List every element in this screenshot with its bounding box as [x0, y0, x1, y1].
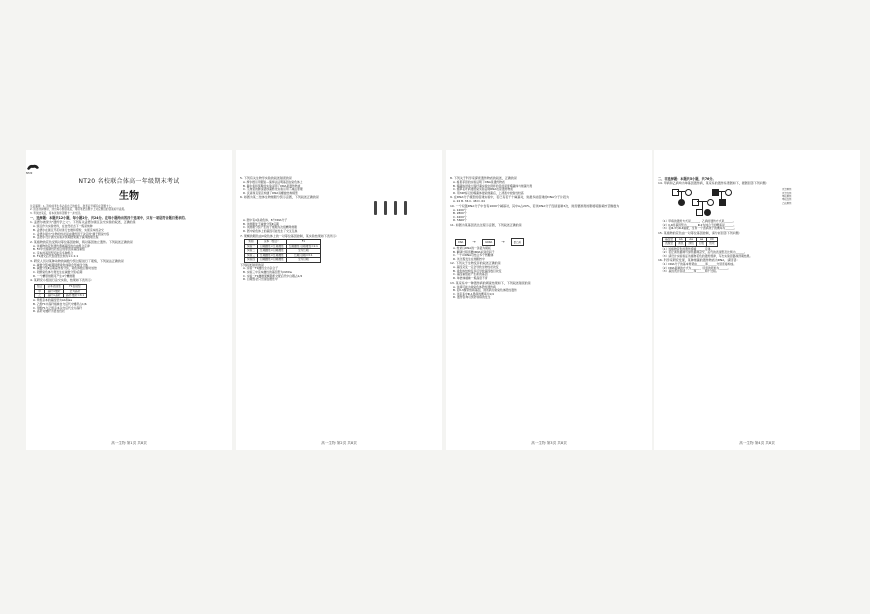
- chromosome-shape: [374, 201, 377, 215]
- subject-title: 生物: [119, 191, 139, 202]
- pedigree-line: [721, 191, 722, 199]
- question-stem: 2. 某植物的花色受两对等位基因控制，两对基因独立遗传。下列叙述正确的是: [30, 239, 133, 244]
- question-option: B. F2中出现新性状组合的原因是基因重组: [33, 247, 85, 252]
- table-cell: 表现型: [663, 242, 676, 246]
- table-header-cell: 亲本（组合）: [258, 240, 287, 244]
- question-option: B. 翻译过程需要tRNA识别密码子: [453, 249, 495, 254]
- question-block: [30, 260, 228, 278]
- question-stem: 16. 科学家研究发现，某种细菌的遗传物质为DNA，请回答：: [658, 258, 740, 263]
- pedigree-legend: [782, 188, 792, 205]
- table-header-cell: AA: [676, 237, 686, 241]
- question-option: B. 赫尔希和蔡斯的实验证明了DNA是遗传物质: [243, 183, 301, 188]
- question-option: B. 噬菌体侵染大肠杆菌实验中搅拌的目的是使噬菌体与细菌分离: [453, 183, 533, 188]
- table-cell: 乙: [35, 293, 45, 297]
- question-option: D. 图中染色体上的基因可能发生了交叉互换: [243, 228, 298, 233]
- question-block: [240, 177, 438, 195]
- question-stem: 9. 在DNA分子模型的搭建实验中，若已有若干个碱基对，则最多能搭建的DNA分子片段为: [450, 195, 570, 200]
- question-option: （2）Ⅱ-4的基因型为______，Ⅲ-2为纯合子的概率是______。: [661, 222, 736, 227]
- table-header-cell: 组合: [35, 285, 45, 289]
- question-option: A. 摩尔根运用假说—演绎法证明基因在染色体上: [243, 179, 303, 184]
- exam-page-1: [26, 150, 232, 450]
- data-table: [34, 284, 87, 298]
- question-option: C. 烟草花叶病毒感染实验证明RNA也是遗传物质: [453, 187, 514, 192]
- table-cell: 白眼雌性×白眼雄性: [258, 258, 287, 262]
- table-header-cell: aa: [696, 237, 706, 241]
- question-option: C. 该家系中Ⅲ-1患病的概率为1/4: [453, 291, 494, 296]
- question-block: [450, 177, 648, 195]
- legend-item: 甲病男性: [782, 194, 792, 198]
- question-option: D. 一个精原细胞可产生4个精细胞: [33, 273, 76, 278]
- question-stem: 7. 果蝇的眼色由X染色体上的一对等位基因控制，某实验结果如下表所示：: [240, 233, 339, 238]
- question-option: B. 减数分裂Ⅱ后期着丝粒分裂，染色体数目暂时加倍: [33, 266, 97, 271]
- exam-notes: [30, 205, 228, 215]
- table-cell: 实验三: [245, 253, 258, 257]
- question-option: D. 遗传咨询可预防该病的发生: [453, 295, 491, 300]
- question-option: C. 基因重组能产生新的基因: [453, 272, 488, 277]
- question-stem: 15. 某植物的花色由一对等位基因控制，请分析回答下列问题：: [658, 230, 742, 235]
- question-option: （3）请设计实验验证该植物花色的遗传规律，写出实验思路和预期结果。: [661, 253, 753, 258]
- question-option: （3）若Ⅲ-3与Ⅲ-4婚配，生育一个患病孩子的概率为______。: [661, 226, 737, 231]
- question-text: 下列叙述错误的是: [240, 262, 265, 267]
- figure-box: mRNA: [482, 239, 495, 246]
- question-option: C. 同源染色体分离发生在减数分裂Ⅰ后期: [33, 270, 83, 275]
- question-option: B. 实验三中亲本雌性的基因型为XWXw: [243, 270, 292, 274]
- question-block: [30, 221, 228, 239]
- question-block: [30, 241, 228, 259]
- question-block: [450, 262, 648, 280]
- question-stem: 1. 孟德尔被誉为"遗传学之父"。下列有关孟德尔豌豆杂交实验的叙述，正确的是: [30, 220, 136, 225]
- question-option: C. 该细胞分裂产生的子细胞为次级精母细胞: [243, 225, 298, 230]
- arrow-right-icon: →: [501, 238, 505, 244]
- question-option: D. 5600个: [453, 218, 467, 223]
- table-header-cell: Aa: [686, 237, 696, 241]
- pedigree-chart: [662, 188, 852, 218]
- table-header-cell: XX: [707, 237, 717, 241]
- table-header-cell: 实验: [245, 240, 258, 244]
- question-option: A. 转录以DNA的一条链为模板: [453, 245, 491, 250]
- question-option: A. 该植物的花色遗传遵循基因的自由组合定律: [33, 243, 90, 248]
- gene-expression-figure: [450, 228, 648, 247]
- question-option: A. 实验一F1雌性全为杂合子: [243, 266, 278, 271]
- pedigree-affected-female: [678, 199, 685, 206]
- question-option: B. 染色体结构变异可导致基因数目改变: [453, 268, 502, 273]
- table-cell: 黄色: [676, 242, 686, 246]
- figure-box: 蛋白质: [511, 238, 524, 246]
- data-table: [662, 237, 718, 247]
- question-option: A. 24 B. 36 C. 48 D. 64: [453, 199, 485, 204]
- question-stem: 4. 某研究小组进行杂交实验，结果如下表所示：: [30, 278, 94, 283]
- question-option: D. 该过程发生在细胞核中: [453, 256, 485, 261]
- table-cell: 甲: [35, 289, 45, 293]
- table-cell: 红眼:白眼=3:1: [286, 253, 320, 257]
- question-option: （3）基因表达包括______和______两个过程。: [661, 269, 719, 274]
- question-option: C. 甲组F1与乙组亲本杂交后代全为高秆: [33, 305, 83, 310]
- exam-page-4: [654, 150, 860, 450]
- table-row: [245, 258, 321, 262]
- question-stem: 6. 如图为某二倍体生物细胞分裂示意图，下列叙述正确的是: [240, 195, 319, 200]
- question-stem: 5. 下列有关生物学实验的叙述错误的是: [240, 176, 292, 180]
- question-option: （1）DNA分子的基本骨架由______和______交替连接构成。: [661, 262, 737, 267]
- note-line: 2. 回答选择题时，选出每小题答案后，用铅笔把答题卡上对应题目的答案标号涂黑。: [30, 208, 127, 212]
- chromosome-shape: [404, 201, 407, 215]
- page-footer: 高一生物 第1页 共8页: [111, 441, 147, 445]
- question-stem: 12. 下列关于生物变异的叙述正确的是: [450, 261, 501, 266]
- table-cell: 全为红眼: [286, 249, 320, 253]
- chromosome-shape: [394, 201, 397, 215]
- question-stem: 13. 某家系中一种遗传病的调查结果如下，下列叙述错误的是: [450, 280, 531, 285]
- pedigree-female: [725, 189, 732, 196]
- question-option: C. 亲本的基因型可能有多种组合: [33, 250, 74, 255]
- legend-item: 甲病女性: [782, 198, 792, 202]
- page-footer: 高一生物 第3页 共8页: [531, 441, 567, 445]
- question-option: B. 2800个: [453, 211, 467, 216]
- table-cell: 红眼雌性×白眼雄性: [258, 249, 287, 253]
- question-block: [450, 282, 648, 300]
- table-cell: 实验一: [245, 244, 258, 248]
- figure-box: DNA: [455, 239, 466, 246]
- legend-item: 乙病男性: [782, 201, 792, 205]
- table-row: [35, 293, 87, 297]
- question-option: A. 甲组亲本的基因型为AA和aa: [33, 298, 72, 303]
- question-option: D. 孟德尔设计测交实验并预期结果属于演绎推理过程: [33, 235, 99, 240]
- table-cell: 致死: [707, 242, 717, 246]
- question-option: A. 1400个: [453, 207, 467, 212]
- table-cell: 高秆×高秆: [45, 293, 63, 297]
- question-option: A. 基因突变一定会导致生物性状改变: [453, 265, 499, 270]
- table-cell: 红眼雌性:白眼雄性=1:1: [286, 244, 320, 248]
- pedigree-line: [702, 201, 703, 209]
- question-option: D. 白眼性状只出现在雄性中: [243, 277, 278, 282]
- question-option: B. 该细胞处于减数分裂Ⅱ后期: [243, 221, 279, 226]
- question-option: D. F1测交后代表现型比例为1:1:1:1: [33, 254, 79, 259]
- table-cell: 全为白眼: [286, 258, 320, 262]
- question-block: [450, 224, 648, 261]
- pedigree-male: [696, 209, 703, 216]
- section-heading: 二、非选择题：本题共5小题，共76分。: [658, 177, 716, 181]
- page-footer: 高一生物 第2页 共8页: [321, 441, 357, 445]
- page-footer: 高一生物 第4页 共8页: [739, 441, 775, 445]
- question-option: D. 高秆对矮秆为显性性状: [33, 309, 65, 314]
- table-cell: 高秆×矮秆: [45, 289, 63, 293]
- arrow-right-icon: →: [472, 238, 476, 244]
- question-stem: 14. 甲病和乙病均为单基因遗传病，某家系的遗传系谱图如下，据图回答下列问题：: [658, 181, 769, 186]
- pedigree-female: [707, 199, 714, 206]
- question-option: C. 4200个: [453, 214, 467, 219]
- question-option: （1）甲病的遗传方式是______，乙病的遗传方式是______。: [661, 219, 736, 224]
- question-stem: 11. 如图为某基因表达过程示意图，下列叙述正确的是: [450, 223, 522, 228]
- chromosome-figure: [240, 200, 438, 219]
- question-option: C. 实验二F1雌雄果蝇随机交配后代中白眼占1/4: [243, 273, 303, 278]
- question-block: [450, 205, 648, 223]
- data-table: [244, 239, 321, 262]
- question-option: C. 一个mRNA可结合多个核糖体: [453, 253, 494, 258]
- question-option: （2）若让黄色植株与绿色植株杂交，后代的表现型及比例为______。: [661, 250, 747, 255]
- table-header-cell: 亲本表现型: [45, 285, 63, 289]
- legend-item: 正常女性: [782, 191, 792, 195]
- question-option: D. 用32P标记的噬菌体侵染细菌后，上清液中放射性较高: [453, 190, 524, 195]
- question-option: B. 若Ⅱ-3携带致病基因，则该病为常染色体隐性遗传: [453, 288, 517, 293]
- note-line: 3. 考试结束后，将本试卷和答题卡一并交回。: [30, 211, 83, 215]
- table-cell: 白眼雌性×红眼雄性: [258, 244, 287, 248]
- pedigree-affected-female: [704, 209, 711, 216]
- question-stem: 10. 一个双链DNA分子中含有1000个碱基对，其中A占20%，若该DNA分子连续复制3次，则需要游离的胞嘧啶脱氧核苷酸数为: [450, 203, 620, 208]
- question-option: （1）该植物花色的遗传遵循______定律。: [661, 246, 714, 251]
- chromosome-shape: [384, 201, 387, 215]
- table-header-cell: F1表现型: [63, 285, 86, 289]
- question-option: A. 图中有4条染色体、8个DNA分子: [243, 218, 288, 223]
- pedigree-female: [685, 189, 692, 196]
- exam-title: NT20 名校联合体高一年级期末考试: [78, 178, 180, 185]
- pedigree-affected-male: [719, 199, 726, 206]
- table-cell: 高秆:矮秆=3:1: [63, 293, 86, 297]
- question-option: A. 格里菲思的实验证明了DNA是遗传物质: [453, 179, 505, 184]
- table-cell: 实验二: [245, 249, 258, 253]
- question-block: [240, 196, 438, 233]
- section-heading: 一、选择题：本题共12小题，每小题2分，共24分。在每小题给出的四个选项中，只有一项是符合题目要求的。: [30, 216, 188, 221]
- question-option: C. 艾弗里的肺炎链球菌转化实验运用了减法原理: [243, 187, 303, 192]
- question-option: A. 豌豆作为实验材料，在自然状态下一般是纯种: [33, 224, 93, 229]
- table-header-cell: F1: [286, 240, 320, 244]
- logo-text: NT20: [26, 172, 33, 175]
- exam-page-2: [236, 150, 442, 450]
- question-stem: 3. 研究人员对某种动物的减数分裂过程进行了观察，下列说法正确的是: [30, 258, 124, 263]
- note-line: 注意事项：1. 答卷前考生务必将自己的姓名、准考证号填写在答题卡上。: [30, 205, 114, 208]
- legend-item: 正常男性: [782, 188, 792, 192]
- question-option: B. 乙组F1中高秆植株自交后代中矮秆占1/6: [33, 301, 87, 306]
- table-cell: 实验四: [245, 258, 258, 262]
- question-option: （2）DNA复制的方式为______，所需的原料为______。: [661, 265, 731, 270]
- question-option: D. 沃森和克里克构建了DNA双螺旋结构模型: [243, 190, 298, 195]
- table-header-cell: 基因型: [663, 237, 676, 241]
- question-option: A. 该病可能为常染色体隐性遗传病: [453, 284, 496, 289]
- question-option: C. 孟德尔提出"生物的性状是由遗传因子决定的"属于假说内容: [33, 231, 110, 236]
- question-block: [450, 196, 648, 204]
- table-cell: 红眼雌性×红眼雄性: [258, 253, 287, 257]
- question-option: D. 单倍体植株一般高度不育: [453, 276, 488, 281]
- question-stem: 8. 下列关于科学家探索遗传物质的叙述，正确的是: [450, 176, 517, 180]
- table-cell: 白色: [696, 242, 706, 246]
- table-cell: 绿色: [686, 242, 696, 246]
- exam-page-3: [446, 150, 652, 450]
- question-option: B. 孟德尔在豌豆开花时进行去雄和授粉，实现亲本的杂交: [33, 227, 104, 232]
- table-row: [663, 242, 718, 246]
- table-cell: 全为高秆: [63, 289, 86, 293]
- pedigree-line: [681, 191, 682, 199]
- question-option: A. 减数分裂Ⅰ前期同源染色体联会形成四分体: [33, 262, 88, 267]
